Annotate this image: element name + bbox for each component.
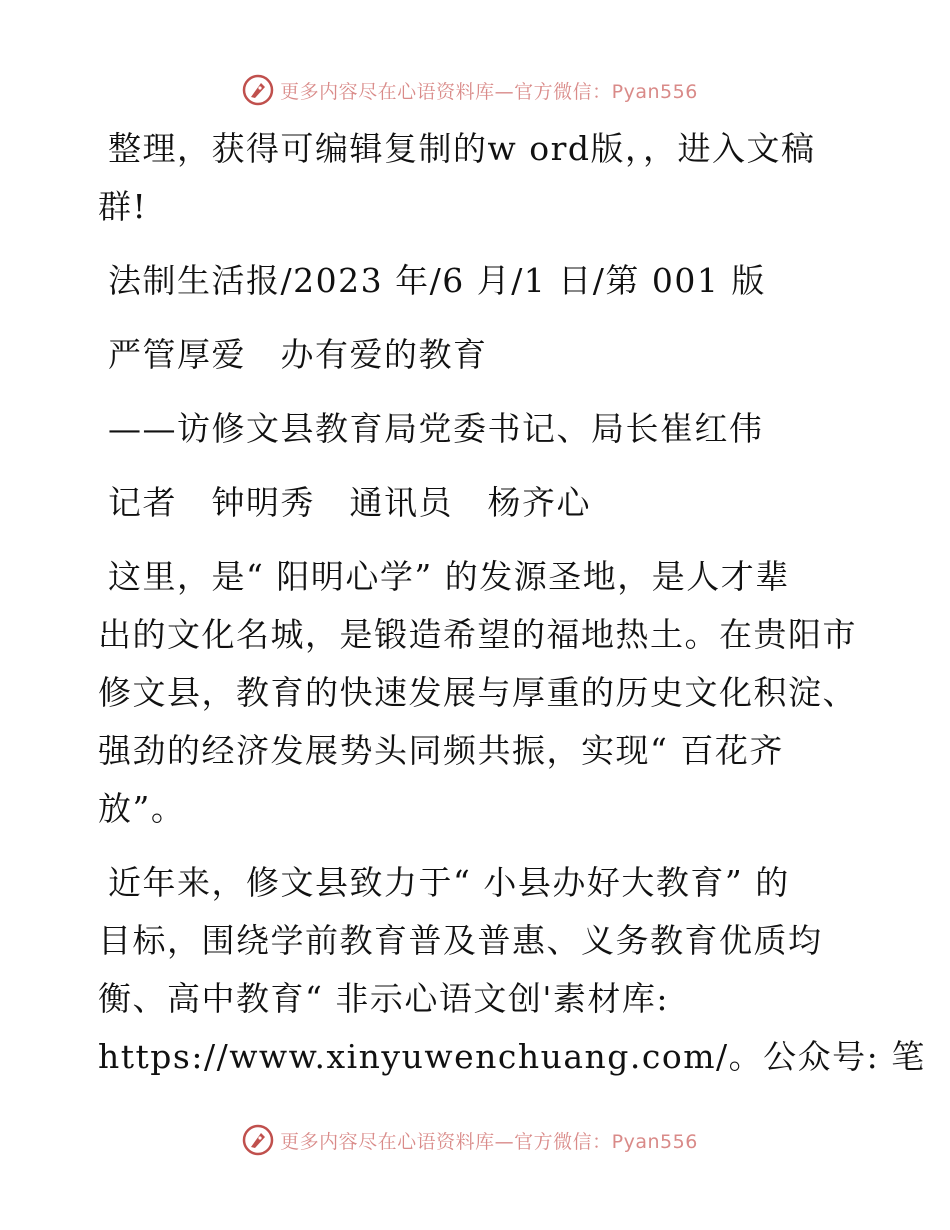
banner-text: 更多内容尽在心语资料库—官方微信：Pyan556 xyxy=(280,1130,698,1153)
headline: 严管厚爱 办有爱的教育 xyxy=(108,335,488,374)
byline: 记者 钟明秀 通讯员 杨齐心 xyxy=(108,483,591,522)
intro-line: 整理，获得可编辑复制的w ord版，，进入文稿 xyxy=(108,129,816,168)
paragraph-line: 放”。 xyxy=(98,789,186,828)
paragraph-line-url: https://www.xinyuwenchuang.com/。公众号: 笔 xyxy=(98,1037,926,1076)
subheadline: ——访修文县教育局党委书记、局长崔红伟 xyxy=(108,409,764,448)
pen-nib-logo-icon xyxy=(242,1124,274,1156)
paragraph-line: 近年来，修文县致力于“ 小县办好大教育” 的 xyxy=(108,863,790,902)
intro-paragraph xyxy=(98,120,858,236)
paragraph-line: 这里，是“ 阳明心学” 的发源圣地，是人才辈 xyxy=(108,557,790,596)
body-paragraph-2 xyxy=(98,854,926,1086)
paragraph-line: 衡、高中教育“ 非示心语文创'素材库: xyxy=(98,979,670,1018)
banner-text: 更多内容尽在心语资料库—官方微信：Pyan556 xyxy=(280,80,698,103)
paragraph-line: 修文县，教育的快速发展与厚重的历史文化积淀、 xyxy=(98,673,857,712)
header-watermark-banner xyxy=(0,70,950,110)
paragraph-line: 出的文化名城，是锻造希望的福地热土。在贵阳市 xyxy=(98,615,857,654)
source-line: 法制生活报/2023 年/6 月/1 日/第 001 版 xyxy=(108,261,766,300)
paragraph-line: 强劲的经济发展势头同频共振，实现“ 百花齐 xyxy=(98,731,784,770)
footer-watermark-banner xyxy=(0,1120,950,1160)
intro-line: 群! xyxy=(98,187,148,226)
pen-nib-logo-icon xyxy=(242,74,274,106)
paragraph-line: 目标，围绕学前教育普及普惠、义务教育优质均 xyxy=(98,921,823,960)
document-body xyxy=(98,120,926,1102)
body-paragraph-1 xyxy=(98,548,858,838)
